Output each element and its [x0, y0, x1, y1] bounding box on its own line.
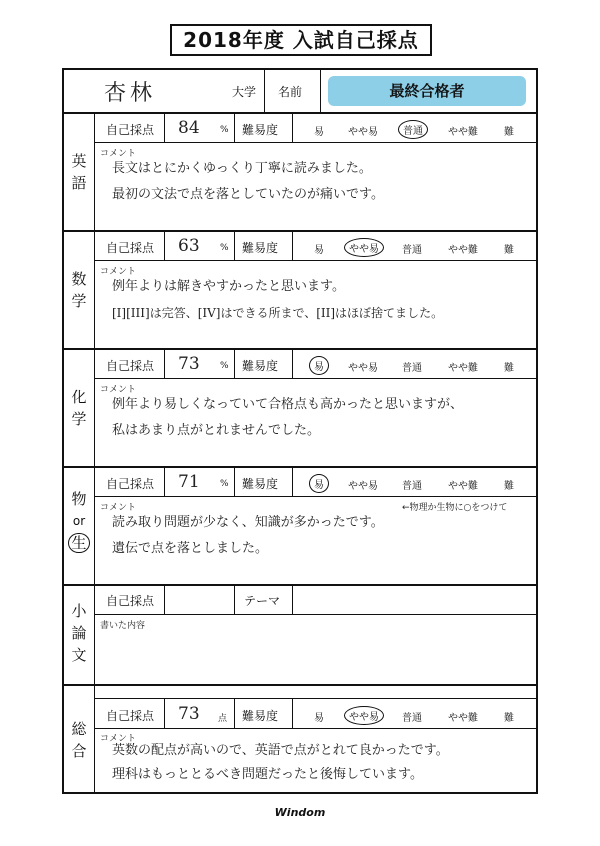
subject-english: 英 語 [71, 152, 87, 192]
difficulty-selected: やや易 [344, 238, 384, 257]
university-value: 杏林 [104, 81, 157, 106]
total-score: 73 [178, 704, 200, 724]
english-comment-1: 長文はとにかくゆっくり丁寧に読みました。 [112, 161, 372, 176]
subject-total: 総 合 [71, 720, 87, 760]
difficulty-selected: 普通 [398, 120, 428, 139]
math-comment-1: 例年よりは解きやすかったと思います。 [112, 279, 345, 294]
math-comment-2: [I][III]は完答、[IV]はできる所まで、[II]はほぼ捨てました。 [112, 306, 444, 320]
physbio-comment-2: 遺伝で点を落としました。 [112, 541, 269, 556]
chemistry-score: 73 [178, 354, 200, 374]
name-label: 名前 [278, 85, 303, 99]
written-label: 書いた内容 [100, 621, 146, 631]
chemistry-comment-1: 例年より易しくなっていて合格点も高かったと思いますが、 [112, 397, 464, 412]
difficulty-selected: 易 [309, 474, 329, 493]
bio-note: ←物理か生物に○をつけて [402, 503, 508, 513]
subject-chemistry: 化 学 [71, 388, 87, 428]
footer-logo: Windom [274, 806, 326, 819]
theme-label: テーマ [244, 594, 281, 608]
page-title: 2018年度 入試自己採点 [170, 24, 432, 56]
total-comment-1: 英数の配点が高いので、英語で点がとれて良かったです。 [112, 743, 449, 758]
name-value: 最終合格者 [328, 76, 526, 106]
difficulty-selected: 易 [309, 356, 329, 375]
subject-physics-or-biology: 物 or 生 [64, 488, 94, 554]
university-label: 大学 [232, 85, 257, 99]
math-score: 63 [178, 236, 200, 256]
english-score: 84 [178, 118, 200, 138]
subject-math: 数 学 [71, 270, 87, 310]
physbio-comment-1: 読み取り問題が少なく、知識が多かったです。 [112, 515, 384, 530]
difficulty-label: 難易度 [242, 123, 279, 137]
self-score-label: 自己採点 [106, 123, 155, 137]
subject-essay: 小 論 文 [71, 602, 87, 664]
english-comment-2: 最初の文法で点を落としていたのが痛いです。 [112, 187, 384, 202]
chemistry-comment-2: 私はあまり点がとれませんでした。 [112, 423, 321, 438]
total-comment-2: 理科はもっととるべき問題だったと後悔しています。 [112, 767, 423, 782]
difficulty-selected: やや易 [344, 706, 384, 725]
score-sheet: 杏林 大学 名前 最終合格者 英 語 自己採点 84 % 難易度 易 やや易 普通 やや難 難 コメント 長文はとにかくゆっくり丁寧に読みました。 最初の文法で点を落としていたのが痛いです。 数 学 自己採点 63 % 難易度 易 やや易 普通 やや難 難 コメント 例年よりは解きやすかったと思います。 [I][III]は完答、[IV]はできる所まで、[II]はほぼ捨てました。 化 学 自己採点 73 % 難易度 易 やや易 普通 やや難 難 コメント 例年より易しくなっていて合格点も高かったと思いますが、 私はあまり点がとれませんでした。 物 or 生 自己採点 71 % 難易度 易 やや易 普通 やや難 難 コメント ←物理か生物に○をつけて 読み取り問題が少なく、知識が多かったです。 遺伝で点を落としました。 小 論 文 自己採点 テーマ 書いた内容 総 合 自己採点 73 点 難易度 易 やや易 普通 やや難 難 コメント 英数の配点が高いので、英語で点がとれて良かったです。 理科はもっととるべき問題だったと後悔しています。 [62, 68, 538, 794]
physbio-score: 71 [178, 472, 200, 492]
